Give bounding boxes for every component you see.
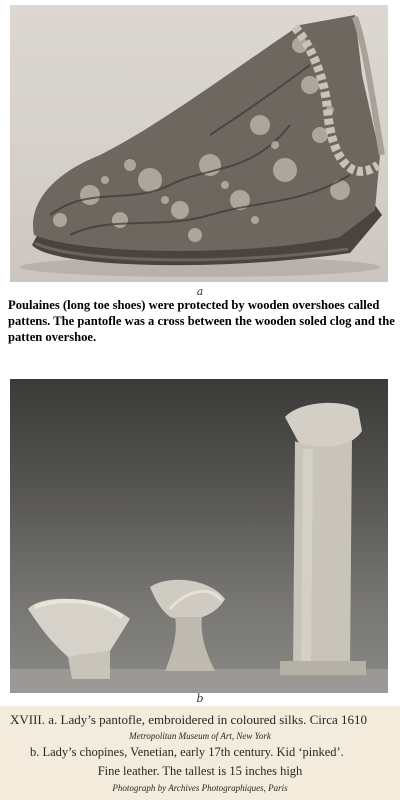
plate-credit-museum: Metropolitan Museum of Art, New York bbox=[129, 731, 271, 741]
pantofle-illustration bbox=[10, 5, 388, 282]
pantofle-photo bbox=[10, 5, 388, 282]
plate-caption-line-1: XVIII. a. Lady’s pantofle, embroidered in coloured silks. Circa 1610 bbox=[10, 712, 368, 727]
chopines-photo bbox=[10, 379, 388, 693]
chopines-illustration bbox=[10, 379, 388, 693]
plate-caption-line-3: Fine leather. The tallest is 15 inches high bbox=[97, 764, 303, 778]
figure-a-caption: Poulaines (long toe shoes) were protected by wooden overshoes called pattens. The pantofle was a cross between the wooden soled clog and the patten overshoe. bbox=[8, 298, 395, 344]
figure-b-label: b bbox=[196, 692, 204, 705]
plate-credit-photograph: Photograph by Archives Photographiques, Paris bbox=[112, 783, 288, 793]
figure-a-label: a bbox=[196, 285, 204, 298]
plate-caption-line-2: b. Lady’s chopines, Venetian, early 17th century. Kid ‘pinked’. bbox=[30, 745, 344, 759]
